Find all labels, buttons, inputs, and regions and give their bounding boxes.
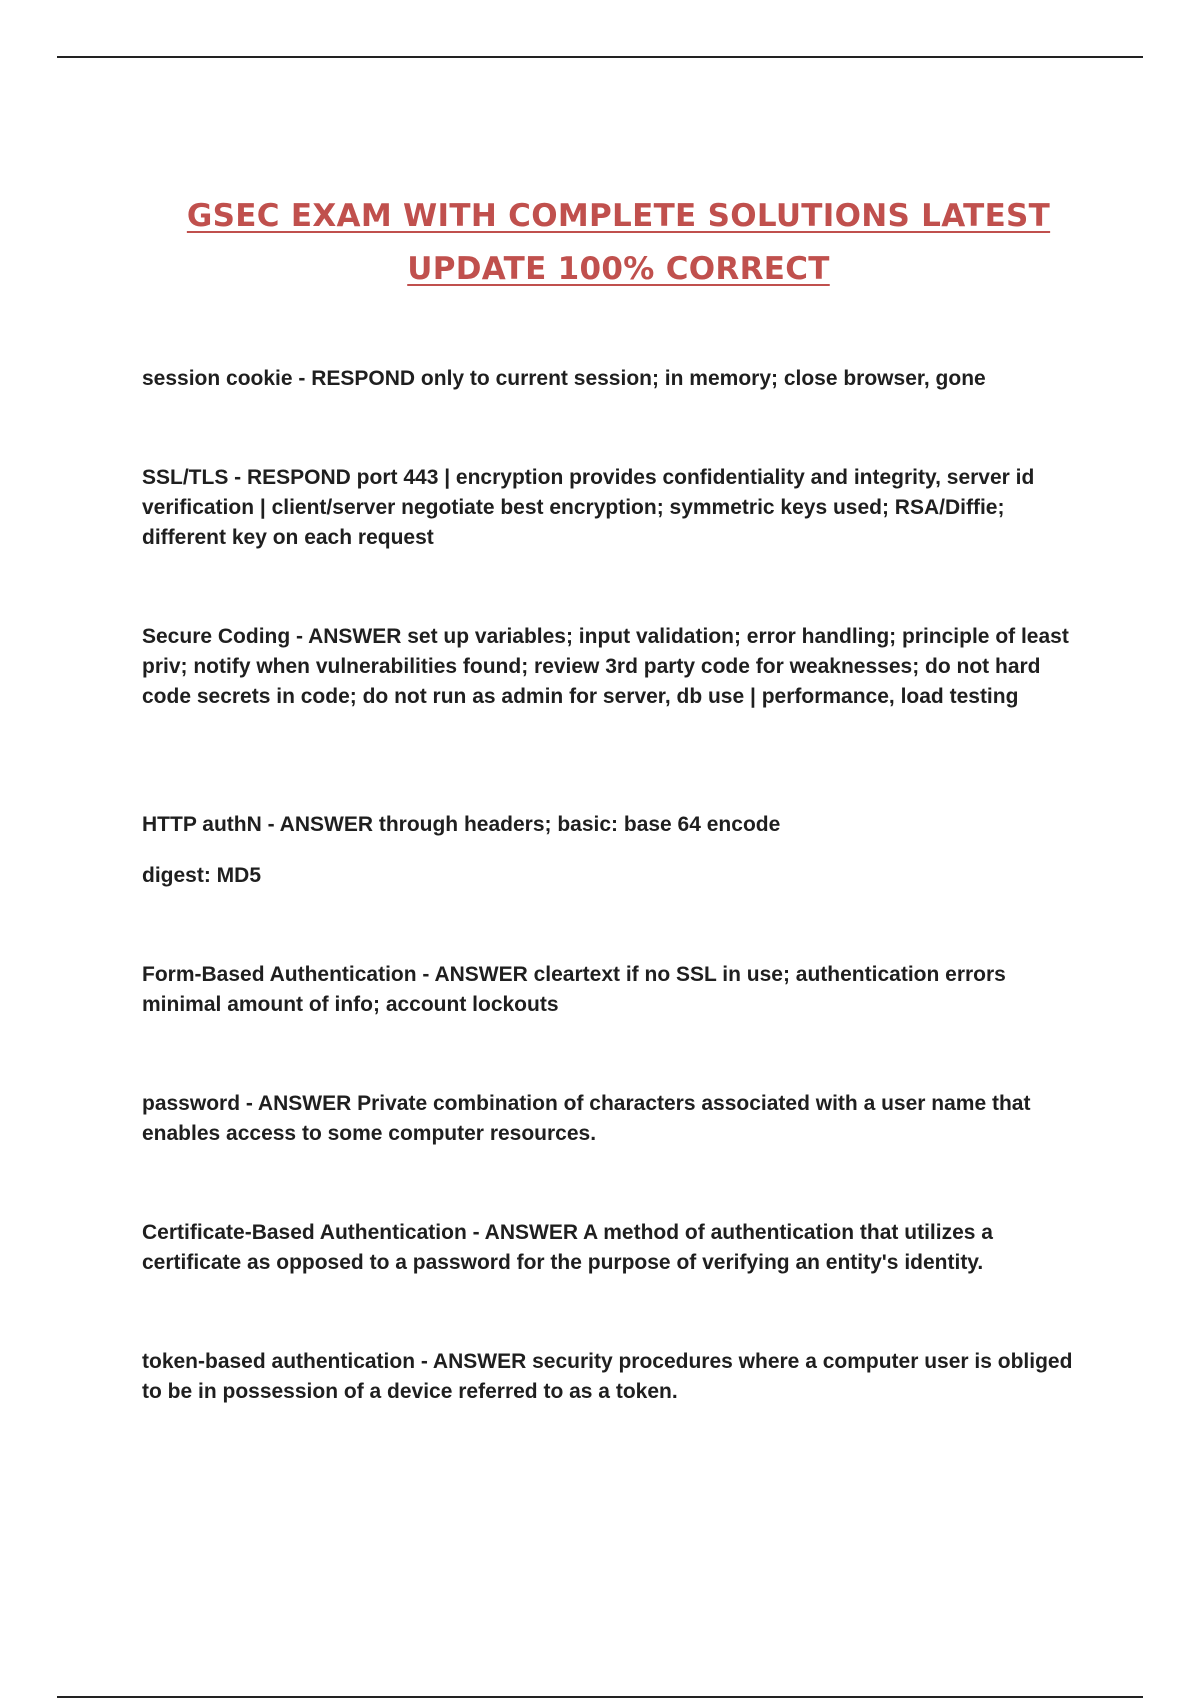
entry-form-based-authentication: Form-Based Authentication - ANSWER cleartext if no SSL in use; authentication errors minimal amount of info; account lockouts <box>142 963 1006 1016</box>
page-title <box>120 190 1117 296</box>
entry-session-cookie: session cookie - RESPOND only to current session; in memory; close browser, gone <box>142 367 986 390</box>
entry-certificate-based-authentication: Certificate-Based Authentication - ANSWER A method of authentication that utilizes a certificate as opposed to a password for the purpose of verifying an entity's identity. <box>142 1221 993 1274</box>
entry-secure-coding: Secure Coding - ANSWER set up variables; input validation; error handling; principle of least priv; notify when vulnerabilities found; review 3rd party code for weaknesses; do not hard code secrets in code; do not run as admin for server, db use | performance, load testing <box>142 625 1069 708</box>
page-title-line-2: UPDATE 100% CORRECT <box>407 251 830 287</box>
footer-rule <box>57 1696 1143 1698</box>
entry-password: password - ANSWER Private combination of characters associated with a user name that enables access to some computer resources. <box>142 1092 1031 1145</box>
entry-token-based-authentication: token-based authentication - ANSWER security procedures where a computer user is obliged to be in possession of a device referred to as a token. <box>142 1350 1073 1403</box>
entry-ssl-tls: SSL/TLS - RESPOND port 443 | encryption provides confidentiality and integrity, server id verification | client/server negotiate best encryption; symmetric keys used; RSA/Diffie; different key on each request <box>142 466 1035 549</box>
entry-http-authn: HTTP authN - ANSWER through headers; basic: base 64 encode <box>142 813 781 836</box>
header-rule <box>57 56 1143 58</box>
page-title-line-1: GSEC EXAM WITH COMPLETE SOLUTIONS LATEST <box>186 198 1051 234</box>
entry-http-authn-digest: digest: MD5 <box>142 864 262 887</box>
